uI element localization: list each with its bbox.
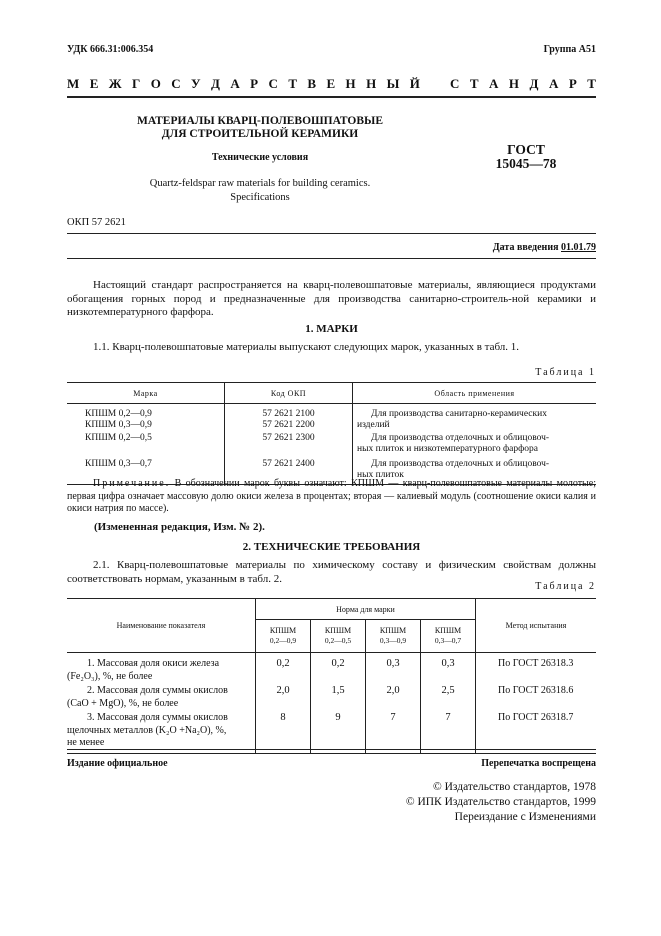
mark-label: КПШМ 0,2—0,9	[85, 409, 152, 419]
english-title	[110, 177, 410, 205]
table-2-header-mark-1	[256, 620, 311, 653]
norm-value: 0,2	[311, 653, 366, 684]
copyright-1978: © Издательство стандартов, 1978	[432, 781, 596, 793]
test-method: По ГОСТ 26318.6	[498, 685, 574, 696]
banner-letter: С	[450, 76, 460, 91]
note-label: Примечание.	[93, 478, 171, 489]
okp-rule	[67, 233, 596, 234]
area-text: ных плиток и низкотемпературного фарфора	[357, 444, 538, 454]
mark-name: КПШМ	[434, 626, 462, 635]
area-text: Для производства санитарно-керамических	[371, 409, 547, 419]
norm-value: 7	[366, 710, 421, 753]
table-2-caption: Таблица 2	[535, 581, 596, 592]
banner-letter: Й	[409, 76, 420, 91]
mark-label: КПШМ 0,2—0,5	[85, 433, 152, 443]
banner-letter: Д	[211, 76, 220, 91]
table-1-cell-mark	[67, 431, 225, 455]
banner-letter: Т	[288, 76, 297, 91]
norm-value: 8	[256, 710, 311, 753]
udk-code: УДК 666.31:006.354	[67, 44, 154, 55]
okp-code-value: 57 2621 2200	[262, 420, 315, 430]
mark-name: КПШМ	[324, 626, 352, 635]
mark-range: 0,2—0,5	[324, 636, 352, 645]
table-2-cell-indicator	[67, 653, 256, 684]
table-2-header-indicator: Наименование показателя	[67, 599, 256, 653]
standard-banner	[67, 76, 596, 92]
reprint-notice: Перепечатка воспрещена	[481, 758, 596, 769]
document-title	[110, 115, 410, 141]
mark-range: 0,3—0,7	[434, 636, 462, 645]
date-rule	[67, 258, 596, 259]
banner-letter: Н	[508, 76, 520, 91]
table-1-cell-code	[225, 404, 353, 432]
table-1-cell-code	[225, 431, 353, 455]
copyright-1999: © ИПК Издательство стандартов, 1999	[405, 796, 596, 808]
table-2-cell-indicator	[67, 683, 256, 710]
okp-code-value: 57 2621 2400	[262, 459, 315, 469]
area-text: ных плиток	[357, 470, 404, 480]
test-method: По ГОСТ 26318.7	[498, 712, 574, 723]
table-1-cell-area	[353, 431, 597, 455]
document-subtitle: Технические условия	[211, 152, 309, 163]
area-text: изделий	[357, 420, 390, 430]
table-1-cell-mark	[67, 404, 225, 432]
banner-rule	[67, 96, 596, 98]
mark-range: 0,2—0,9	[269, 636, 297, 645]
table-1-header-code: Код ОКП	[225, 383, 353, 404]
okp-code: ОКП 57 2621	[67, 217, 126, 228]
banner-letter: С	[268, 76, 278, 91]
banner-letter: С	[171, 76, 181, 91]
banner-letter: Е	[89, 76, 99, 91]
banner-letter: А	[548, 76, 559, 91]
revision-note: (Измененная редакция, Изм. № 2).	[94, 521, 265, 533]
norm-value: 9	[311, 710, 366, 753]
table-2-header-norm: Норма для марки	[256, 599, 476, 620]
banner-letter: О	[150, 76, 161, 91]
table-row	[67, 653, 596, 684]
banner-letter: Д	[529, 76, 539, 91]
norm-value: 7	[421, 710, 476, 753]
table-2-header-method: Метод испытания	[476, 599, 597, 653]
table-row	[67, 431, 596, 455]
intro-date-value: 01.01.79	[561, 242, 596, 253]
table-2-header-mark-4	[421, 620, 476, 653]
table-1-note	[67, 478, 596, 516]
mark-label: КПШМ 0,3—0,7	[85, 459, 152, 469]
clause-2-1: 2.1. Кварц-полевошпатовые материалы по химическому составу и физическим свойствам должны соответствовать нормам, указанным в табл. 2.	[67, 559, 596, 585]
banner-letter: М	[67, 76, 80, 91]
banner-letter: А	[489, 76, 499, 91]
norm-value: 0,2	[256, 653, 311, 684]
banner-letter: Н	[345, 76, 356, 91]
banner-word-interstate	[67, 76, 420, 92]
table-2-cell-indicator	[67, 710, 256, 753]
banner-letter: В	[307, 76, 317, 91]
section-2-heading: 2. ТЕХНИЧЕСКИЕ ТРЕБОВАНИЯ	[242, 541, 421, 553]
gost-number	[486, 143, 566, 171]
table-2-header-mark-2	[311, 620, 366, 653]
footer-rule	[67, 749, 596, 750]
table-row	[67, 710, 596, 753]
banner-letter: Ы	[386, 76, 400, 91]
mark-label: КПШМ 0,3—0,9	[85, 420, 152, 430]
norm-value: 0,3	[421, 653, 476, 684]
banner-letter: Н	[366, 76, 377, 91]
banner-word-standard	[450, 76, 596, 92]
group-code: Группа А51	[543, 44, 596, 55]
norm-value: 2,5	[421, 683, 476, 710]
intro-date-label: Дата введения	[492, 242, 561, 253]
table-1-caption: Таблица 1	[535, 367, 596, 378]
okp-code-value: 57 2621 2100	[262, 409, 315, 419]
indicator-text: (CaO + MgO), %, не более	[67, 697, 179, 709]
gost-code: 15045—78	[495, 156, 557, 171]
banner-letter: Т	[469, 76, 479, 91]
clause-1-1: 1.1. Кварц-полевошпатовые материалы выпускают следующих марок, указанных в табл. 1.	[93, 341, 520, 353]
reissue-note: Переиздание с Изменениями	[454, 811, 596, 823]
banner-letter: А	[230, 76, 240, 91]
gost-label: ГОСТ	[507, 142, 545, 157]
mark-name: КПШМ	[379, 626, 407, 635]
banner-letter: Р	[568, 76, 577, 91]
banner-letter: У	[191, 76, 201, 91]
test-method: По ГОСТ 26318.3	[498, 658, 574, 669]
banner-letter: Ж	[108, 76, 122, 91]
table-1-header-mark: Марка	[67, 383, 225, 404]
mark-name: КПШМ	[269, 626, 297, 635]
english-title-line-2: Specifications	[230, 192, 290, 203]
area-text: Для производства отделочных и облицовоч-	[371, 433, 550, 443]
table-row	[67, 683, 596, 710]
table-1-header-area: Область применения	[353, 383, 597, 404]
table-1	[67, 382, 596, 485]
indicator-text: щелочных металлов (K₂O +Na₂O), %,	[67, 724, 227, 736]
intro-date	[493, 242, 596, 253]
banner-letter: Р	[250, 76, 259, 91]
official-edition: Издание официальное	[67, 758, 168, 769]
norm-value: 2,0	[366, 683, 421, 710]
okp-code-value: 57 2621 2300	[262, 433, 315, 443]
mark-range: 0,3—0,9	[379, 636, 407, 645]
indicator-text: (Fe₂O₃), %, не более	[67, 670, 153, 682]
title-line-2: ДЛЯ СТРОИТЕЛЬНОЙ КЕРАМИКИ	[161, 128, 359, 140]
table-2	[67, 598, 596, 754]
english-title-line-1: Quartz-feldspar raw materials for building ceramics.	[149, 178, 371, 189]
note-text: В обозначении марок буквы означают: КПШМ — кварц-полевошпатовые материалы молотые; первая цифра означает массовую долю окиси железа в процентах; вторая — калиевый модуль (соотношение окиси калия и окиси натрия по массе).	[67, 478, 596, 514]
title-line-1: МАТЕРИАЛЫ КВАРЦ-ПОЛЕВОШПАТОВЫЕ	[136, 115, 384, 127]
table-2-header-mark-3	[366, 620, 421, 653]
norm-value: 0,3	[366, 653, 421, 684]
norm-value: 1,5	[311, 683, 366, 710]
table-row	[67, 404, 596, 432]
banner-letter: Е	[326, 76, 336, 91]
indicator-text: 2. Массовая доля суммы окислов	[87, 685, 228, 696]
table-1-cell-area	[353, 404, 597, 432]
banner-letter: Г	[132, 76, 141, 91]
norm-value: 2,0	[256, 683, 311, 710]
banner-letter: Т	[587, 76, 596, 91]
indicator-text: не менее	[67, 737, 105, 748]
area-text: Для производства отделочных и облицовоч-	[371, 459, 550, 469]
intro-paragraph: Настоящий стандарт распространяется на кварц-полевошпатовые материалы, являющиеся продуктами обогащения горных пород и предназначенные для производства санитарно-строитель-ной керамики и низкотемпературного фарфора.	[67, 279, 596, 318]
indicator-text: 3. Массовая доля суммы окислов	[87, 712, 228, 723]
section-1-heading: 1. МАРКИ	[305, 323, 358, 335]
indicator-text: 1. Массовая доля окиси железа	[87, 658, 220, 669]
